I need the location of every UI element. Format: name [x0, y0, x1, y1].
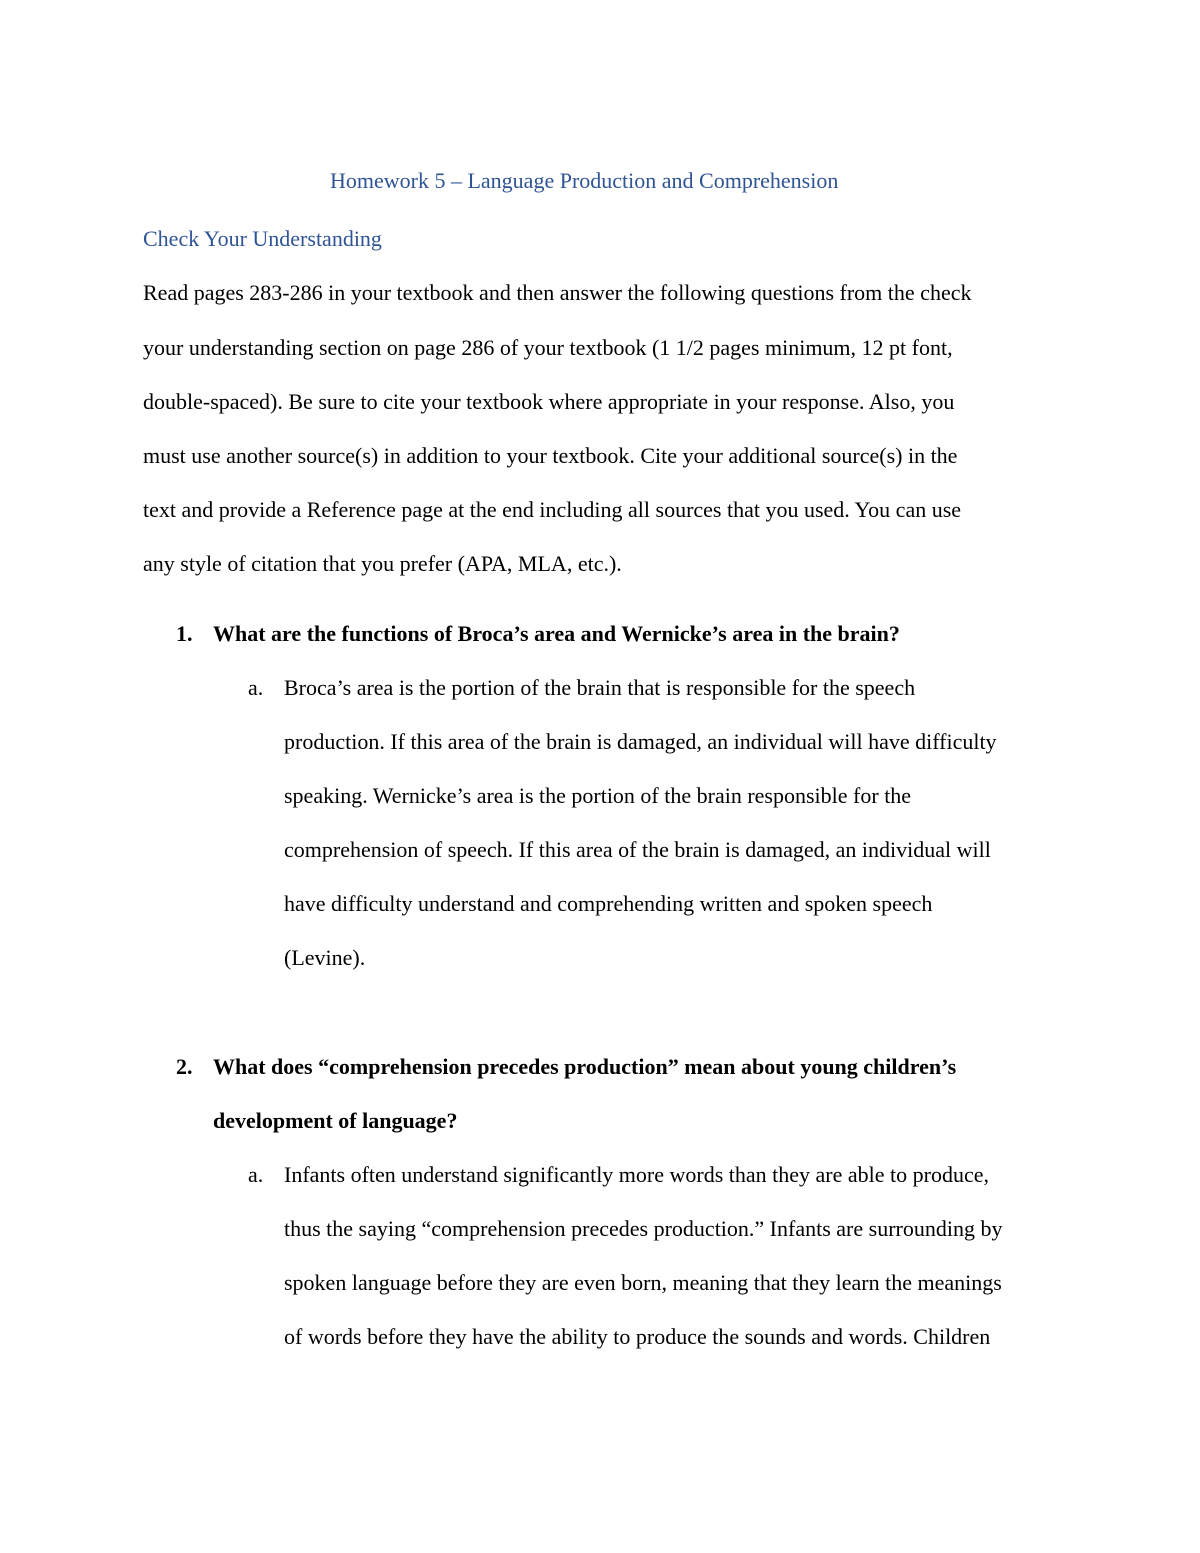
section-heading: Check Your Understanding: [143, 226, 382, 251]
instructions-line: double-spaced). Be sure to cite your textbook where appropriate in your response. Also, you: [143, 389, 955, 414]
instructions-line: text and provide a Reference page at the end including all sources that you used. You can use: [143, 497, 962, 522]
answer-line: (Levine).: [284, 945, 366, 970]
instructions-line: must use another source(s) in addition to your textbook. Cite your additional source(s) in the: [143, 443, 958, 468]
document-title: Homework 5 – Language Production and Comprehension: [330, 168, 839, 193]
answer-line: Broca’s area is the portion of the brain that is responsible for the speech: [284, 675, 916, 700]
answer-line: comprehension of speech. If this area of the brain is damaged, an individual will: [284, 837, 991, 862]
instructions-line: your understanding section on page 286 of your textbook (1 1/2 pages minimum, 12 pt font,: [143, 335, 953, 360]
answer-line: have difficulty understand and comprehending written and spoken speech: [284, 891, 933, 916]
answer-line: spoken language before they are even born, meaning that they learn the meanings: [284, 1270, 1002, 1295]
answer-line: speaking. Wernicke’s area is the portion of the brain responsible for the: [284, 783, 912, 808]
answer-letter: a.: [248, 1162, 264, 1187]
answer-line: Infants often understand significantly more words than they are able to produce,: [284, 1162, 989, 1187]
question-text: What does “comprehension precedes production” mean about young children’s: [213, 1054, 957, 1079]
instructions-line: Read pages 283-286 in your textbook and then answer the following questions from the check: [143, 280, 972, 305]
question-number: 1.: [176, 621, 193, 646]
answer-letter: a.: [248, 675, 264, 700]
answer-line: production. If this area of the brain is damaged, an individual will have difficulty: [284, 729, 997, 754]
instructions-line: any style of citation that you prefer (APA, MLA, etc.).: [143, 551, 622, 576]
answer-line: of words before they have the ability to produce the sounds and words. Children: [284, 1324, 991, 1349]
question-text: What are the functions of Broca’s area and Wernicke’s area in the brain?: [213, 621, 900, 646]
answer-line: thus the saying “comprehension precedes production.” Infants are surrounding by: [284, 1216, 1003, 1241]
question-text: development of language?: [213, 1108, 458, 1133]
question-number: 2.: [176, 1054, 193, 1079]
